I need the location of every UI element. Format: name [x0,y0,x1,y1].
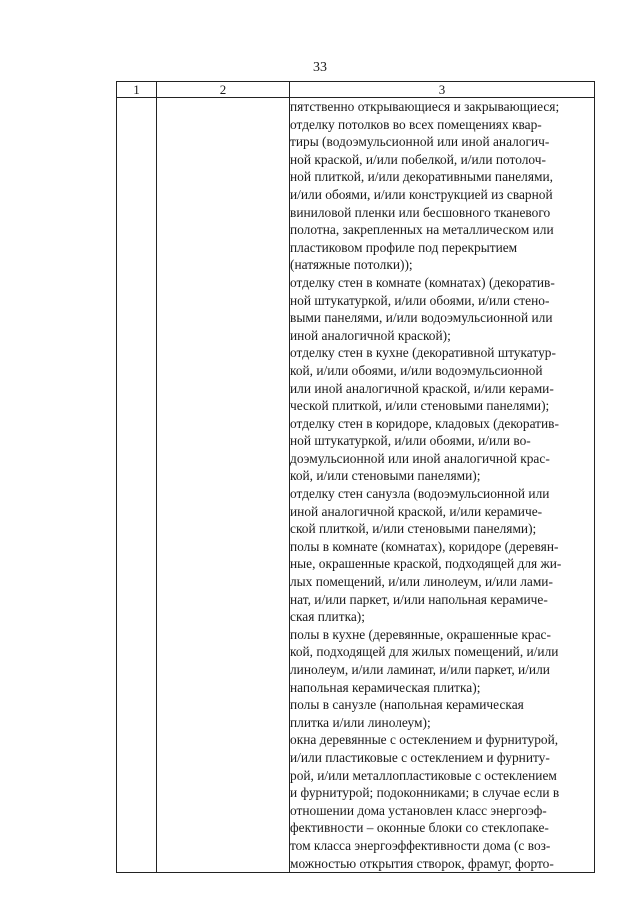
table-header-row [117,82,595,98]
text-line: иной аналогичной краской, и/или керамиче- [290,503,543,519]
text-line: ческой плиткой, и/или стеновыми панелями); [290,398,550,414]
text-line: или иной аналогичной краской, и/или керами- [290,380,554,396]
text-line: рой, и/или металлопластиковые с остеклением [290,767,557,783]
text-line: полы в комнате (комнатах), коридоре (деревян- [290,538,559,554]
page-number: 33 [313,60,327,75]
text-line: том класса энергоэффективности дома (с воз- [290,837,551,853]
text-line: доэмульсионной или иной аналогичной крас- [290,450,550,466]
text-line: выми панелями, и/или водоэмульсионной или [290,310,553,326]
text-line: пятственно открывающиеся и закрывающиеся; [290,99,560,114]
text-line: ной штукатуркой, и/или обоями, и/или стено- [290,292,550,308]
text-line: ской плиткой, и/или стеновыми панелями); [290,521,537,537]
table-row [117,98,595,873]
text-line: напольная керамическая плитка); [290,679,481,695]
text-line: отделку потолков во всех помещениях квар- [290,116,542,132]
text-line: линолеум, и/или ламинат, и/или паркет, и/или [290,662,550,677]
text-line: ская плитка); [290,609,365,625]
text-line: виниловой пленки или бесшовного тканевого [290,204,551,220]
text-line: отделку стен в комнате (комнатах) (декоратив- [290,274,555,290]
text-line: и/или обоями, и/или конструкцией из сварной [290,186,553,202]
text-line: и/или пластиковые с остеклением и фурниту- [290,749,550,765]
column-header-3: 3 [290,82,595,98]
text-line: отделку стен в коридоре, кладовых (декоратив- [290,415,559,431]
text-line: и фурнитурой; подоконниками; в случае если в [290,785,560,801]
text-line: полы в кухне (деревянные, окрашенные крас- [290,626,551,642]
document-table [116,81,595,873]
text-line: фективности – оконные блоки со стеклопаке- [290,820,549,836]
text-line: полы в санузле (напольная керамическая [290,697,524,713]
text-line: лых помещений, и/или линолеум, и/или лами- [290,574,553,590]
text-line: иной аналогичной краской); [290,327,451,343]
text-line: ной краской, и/или побелкой, и/или потолоч- [290,151,546,167]
text-line: тиры (водоэмульсионной или иной аналогич- [290,134,550,150]
cell-column-2 [157,98,290,873]
text-line: ной плиткой, и/или декоративными панелями, [290,169,553,185]
text-line: плитка и/или линолеум); [290,714,431,730]
text-line: окна деревянные с остеклением и фурнитурой, [290,732,559,748]
text-line: отношении дома установлен класс энергоэф- [290,802,547,818]
text-line: нат, и/или паркет, и/или напольная керамиче- [290,591,548,607]
column-header-2: 2 [157,82,290,98]
text-line: полотна, закрепленных на металлическом или [290,222,554,238]
cell-column-1 [117,98,157,873]
text-line: кой, подходящей для жилых помещений, и/или [290,644,559,660]
text-line: кой, и/или обоями, и/или водоэмульсионной [290,362,543,378]
cell-column-3-text [290,98,594,872]
text-line: можностью открытия створок, фрамуг, форто- [290,855,554,871]
text-line: (натяжные потолки)); [290,257,413,273]
cell-column-3 [290,98,595,873]
text-line: отделку стен в кухне (декоративной штукатур- [290,345,556,361]
text-line: ные, окрашенные краской, подходящей для жи- [290,556,562,572]
column-header-1: 1 [117,82,157,98]
text-line: пластиковом профиле под перекрытием [290,239,518,255]
text-line: ной штукатуркой, и/или обоями, и/или во- [290,433,531,449]
text-line: отделку стен санузла (водоэмульсионной или [290,486,550,502]
text-line: кой, и/или стеновыми панелями); [290,468,481,484]
